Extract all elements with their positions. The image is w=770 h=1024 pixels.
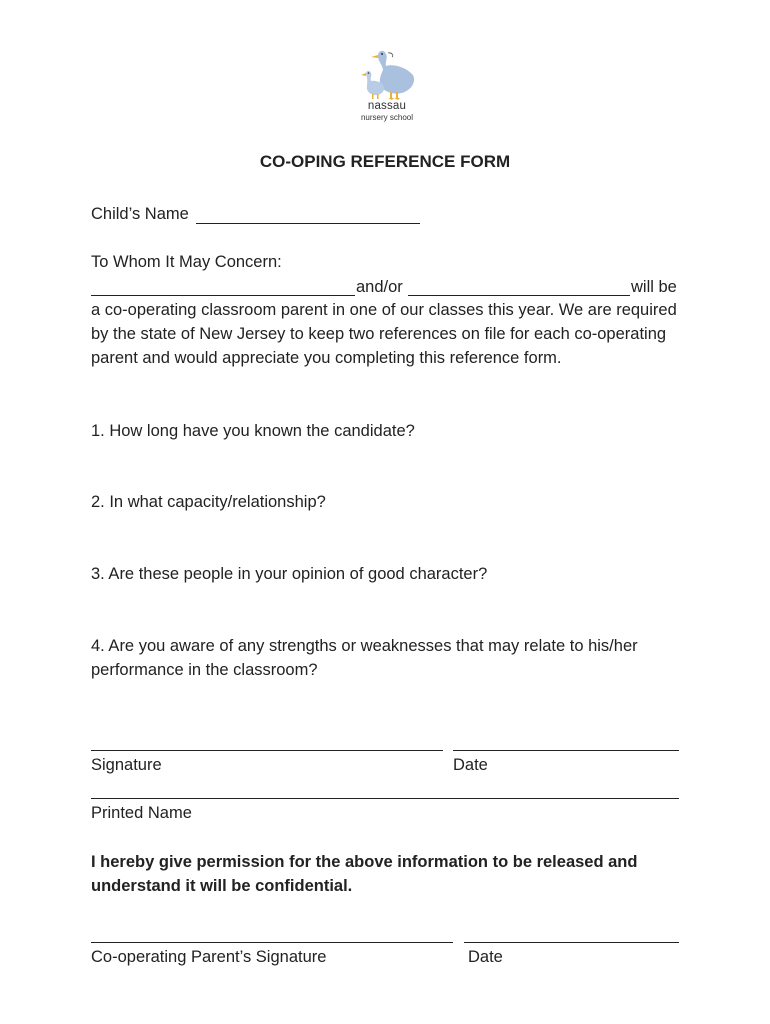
printed-name-field[interactable] [91,798,679,799]
logo-subtitle: nursery school [360,113,414,122]
school-logo [352,44,422,124]
parent-name-field-2[interactable] [408,295,630,296]
parent-date-label: Date [468,948,503,966]
question-2: 2. In what capacity/relationship? [91,493,326,511]
form-title: CO-OPING REFERENCE FORM [259,152,511,171]
date-label: Date [453,756,488,774]
printed-name-label: Printed Name [91,804,192,822]
intro-paragraph: a co-operating classroom parent in one of our classes this year. We are required by the state of New Jersey to keep two references on file for each co-operating parent and would appreciate you completing this reference form. [91,301,677,367]
logo-name: nassau [367,100,407,112]
parent-signature-label: Co-operating Parent’s Signature [91,948,327,966]
question-1: 1. How long have you known the candidate? [91,422,415,440]
parent-signature-field[interactable] [91,942,453,943]
parent-date-field[interactable] [464,942,679,943]
and-or-text: and/or [356,278,403,296]
childs-name-field[interactable] [196,223,420,224]
will-be-text: will be [631,278,677,296]
childs-name-label: Child’s Name [91,205,189,223]
question-4: 4. Are you aware of any strengths or weaknesses that may relate to his/her performance in the classroom? [91,637,638,679]
parent-name-field-1[interactable] [91,295,355,296]
date-field[interactable] [453,750,679,751]
signature-field[interactable] [91,750,443,751]
permission-statement: I hereby give permission for the above information to be released and understand it will be confidential. [91,853,638,895]
goose-icon [352,44,422,102]
signature-label: Signature [91,756,162,774]
salutation: To Whom It May Concern: [91,253,282,271]
question-3: 3. Are these people in your opinion of good character? [91,565,488,583]
